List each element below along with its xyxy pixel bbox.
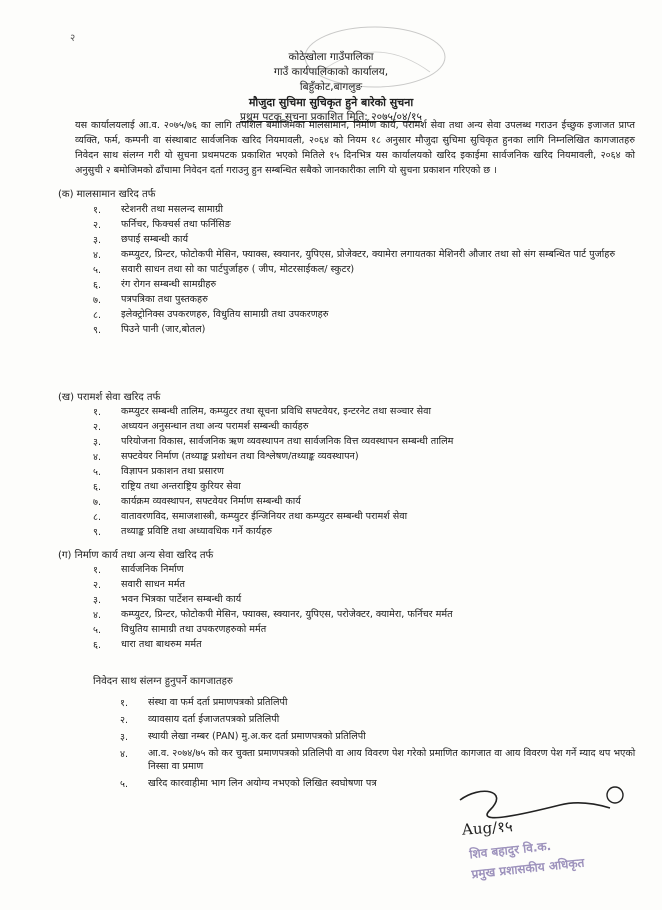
list-item-number: ४.	[93, 610, 102, 621]
list-item-number: ८.	[93, 512, 102, 523]
list-item-text: वातावरणविद, समाजशास्त्री, कम्प्युटर ईन्जिनियर तथा कम्प्युटर सम्बन्धी परामर्श सेवा	[121, 511, 408, 522]
list-item-number: २.	[93, 580, 102, 591]
stamp-name: शिव बहादुर वि.क.	[468, 838, 552, 862]
list-item-number: ६.	[93, 640, 102, 651]
list-item-text: छपाई सम्बन्धी कार्य	[121, 234, 189, 245]
intro-paragraph: यस कार्यालयलाई आ.व. २०७५/७६ का लागि तपशिल बमोजिमका मालसामान, निर्माण कार्य, परामर्श सेवा तथा अन्य सेवा उपलब्ध गराउन ईच्छुक इजाजत प्राप्त व्यक्ति, फर्म, कम्पनी वा संस्थाबाट सार्वजनिक खरिद नियमावली, २०६४ को नियम १८ अनुसार मौजुदा सुचिमा सुचिकृत हुनका लागि निम्नलिखित कागजातहरु निवेदन साथ संलग्न गरी यो सुचना प्रथमपटक प्रकाशित भएको मितिले १५ दिनभित्र यस कार्यालयको खरिद इकाईमा सार्वजनिक खरिद नियमावली, २०६४ को अनुसुची २ बमोजिमको ढाँचामा निवेदन दर्ता गराउनु हुन सम्बन्धित सबैको जानकारीका लागि यो सुचना प्रकाशन गरिएको छ ।	[75, 120, 635, 176]
list-item-text: आ.व. २०७४/७५ को कर चुक्ता प्रमाणपत्रको प्रतिलिपी वा आय विवरण पेश गरेको प्रमाणित कागजात वा आय विवरण पेश गर्ने म्याद थप भएको निस्सा वा प्रमाण	[148, 748, 636, 772]
list-item	[93, 638, 633, 651]
list-item-number: ३.	[120, 732, 129, 743]
list-item-number: ३.	[93, 595, 102, 606]
stamp-designation: प्रमुख प्रशासकीय अधिकृत	[470, 855, 586, 882]
section-ka-list	[93, 203, 633, 338]
list-item-text: इलेक्ट्रोनिक्स उपकरणहरु, विधुतिय सामाग्री तथा उपकरणहरु	[121, 309, 329, 320]
list-item	[93, 263, 633, 276]
section-kha-list	[93, 405, 633, 540]
list-item-number: ५.	[120, 779, 129, 790]
list-item	[93, 525, 633, 538]
list-item	[93, 495, 633, 508]
list-item-number: २.	[120, 715, 129, 726]
list-item-number: ४.	[93, 250, 102, 261]
list-item-number: ५.	[93, 467, 102, 478]
list-item-text: पत्रपत्रिका तथा पुस्तकहरु	[121, 294, 208, 305]
list-item-number: ९.	[93, 325, 102, 336]
list-item-number: ६.	[93, 280, 102, 291]
list-item-number: १.	[120, 698, 129, 709]
list-item	[93, 578, 633, 591]
list-item	[93, 465, 633, 478]
list-item-text: धारा तथा बाथरुम मर्मत	[121, 639, 202, 650]
office-address: बिहुँकोट,बागलुङ	[299, 81, 363, 93]
list-item-text: स्टेशनरी तथा मसलन्द सामाग्री	[121, 204, 223, 215]
list-item-number: ६.	[93, 482, 102, 493]
office-name: गाउँ कार्यपालिकाको कार्यालय,	[273, 66, 389, 78]
list-item-number: १.	[93, 407, 102, 418]
section-ka-title: (क) मालसामान खरिद तर्फ	[58, 189, 156, 200]
list-item-text: संस्था वा फर्म दर्ता प्रमाणपत्रको प्रतिलिपी	[148, 697, 288, 708]
list-item-text: विज्ञापन प्रकाशन तथा प्रसारण	[121, 466, 224, 477]
list-item	[93, 323, 633, 336]
list-item	[93, 218, 633, 231]
list-item-text: तथ्याङ्क प्रविष्टि तथा अध्यावधिक गर्ने कार्यहरु	[121, 526, 273, 537]
section-ga-title: (ग) निर्माण कार्य तथा अन्य सेवा खरिद तर्फ	[58, 550, 214, 561]
list-item-text: सफ्टवेयर निर्माण (तथ्याङ्क प्रशोधन तथा विश्लेषण/तथ्याङ्क व्यवस्थापन)	[121, 451, 359, 462]
list-item	[93, 435, 633, 448]
list-item-text: कम्प्युटर सम्बन्धी तालिम, कम्प्युटर तथा सूचना प्रविधि सफ्टवेयर, इन्टरनेट तथा सञ्चार सेवा	[121, 406, 431, 417]
list-item	[93, 405, 633, 418]
list-item	[93, 278, 633, 291]
documents-title: निवेदन साथ संलग्न हुनुपर्ने कागजातहरु	[93, 676, 233, 687]
list-item	[93, 608, 633, 621]
list-item	[120, 747, 640, 773]
list-item	[93, 293, 633, 306]
publish-date: प्रथम पटक सुचना प्रकाशित मिति: २०७५/०४/१५	[240, 111, 422, 123]
list-item-number: ९.	[93, 527, 102, 538]
notice-title: मौजुदा सुचिमा सुचिकृत हुने बारेको सुचना	[248, 96, 414, 109]
list-item	[93, 510, 633, 523]
list-item	[93, 593, 633, 606]
list-item-text: रंग रोगन सम्बन्धी सामग्रीहरु	[121, 279, 217, 290]
municipality-name: कोठेखोला गाउँपालिका	[288, 51, 374, 63]
list-item-number: ७.	[93, 497, 102, 508]
list-item	[93, 233, 633, 246]
list-item	[93, 248, 633, 261]
list-item-number: २.	[93, 422, 102, 433]
list-item	[93, 623, 633, 636]
list-item-number: ३.	[93, 437, 102, 448]
signature-date: Aug/१५	[461, 817, 514, 839]
list-item-text: सवारी साधन मर्मत	[121, 579, 185, 590]
list-item-text: खरिद कारवाहीमा भाग लिन अयोग्य नभएको लिखित स्वघोषणा पत्र	[148, 778, 377, 789]
list-item-text: सवारी साधन तथा सो का पार्टपुर्जाहरु ( जीप, मोटरसाईकल/ स्कुटर)	[121, 264, 355, 275]
list-item-number: ४.	[93, 452, 102, 463]
list-item-text: राष्ट्रिय तथा अन्तराष्ट्रिय कुरियर सेवा	[121, 481, 241, 492]
list-item-number: १.	[93, 205, 102, 216]
list-item-text: कार्यक्रम व्यवस्थापन, सफ्टवेयर निर्माण सम्बन्धी कार्य	[121, 496, 301, 507]
list-item	[93, 480, 633, 493]
list-item	[93, 308, 633, 321]
list-item-text: व्यावसाय दर्ता ईजाजतपत्रको प्रतिलिपी	[148, 714, 280, 725]
list-item-text: फर्निचर, फिक्चर्स तथा फर्निसिङ	[121, 219, 231, 230]
list-item-text: स्थायी लेखा नम्बर (PAN) मु.अ.कर दर्ता प्रमाणपत्रको प्रतिलिपी	[148, 731, 366, 742]
list-item-text: विधुतिय सामाग्री तथा उपकरणहरुको मर्मत	[121, 624, 267, 635]
list-item-number: ८.	[93, 310, 102, 321]
list-item-text: अध्ययन अनुसन्धान तथा अन्य परामर्श सम्बन्धी कार्यहरु	[121, 421, 309, 432]
list-item-text: सार्वजनिक निर्माण	[121, 564, 184, 575]
list-item	[93, 203, 633, 216]
list-item-number: १.	[93, 565, 102, 576]
list-item-text: परियोजना विकास, सार्वजनिक ऋण व्यवस्थापन तथा सार्वजनिक वित्त व्यवस्थापन सम्बन्धी तालिम	[121, 436, 454, 447]
list-item-text: कम्प्युटर, प्रिन्टर, फोटोकपी मेसिन, फ्याक्स, स्क्यानर, युपिएस, प्रोजेक्टर, क्यामेरा लगायतका मेशिनरी औजार तथा सो संग सम्बन्धित पार्ट पुर्जाहरु	[121, 249, 616, 260]
list-item-number: ४.	[120, 749, 129, 760]
letterhead	[0, 50, 662, 125]
list-item	[93, 420, 633, 433]
list-item-number: ३.	[93, 235, 102, 246]
section-ga-list	[93, 563, 633, 653]
corner-mark: २	[70, 33, 76, 44]
list-item-text: भवन भित्रका पार्टेशन सम्बन्धी कार्य	[121, 594, 242, 605]
section-kha-title: (ख) परामर्श सेवा खरिद तर्फ	[58, 392, 161, 403]
list-item	[120, 713, 640, 726]
list-item-number: ५.	[93, 265, 102, 276]
list-item	[93, 563, 633, 576]
list-item-number: ७.	[93, 295, 102, 306]
list-item	[93, 450, 633, 463]
list-item-text: कम्प्युटर, प्रिन्टर, फोटोकपी मेसिन, फ्याक्स, स्क्यानर, युपिएस, परोजेक्टर, क्यामेरा, फर्निचर मर्मत	[121, 609, 453, 620]
list-item	[120, 696, 640, 709]
list-item-text: पिउने पानी (जार,बोतल)	[121, 324, 206, 335]
list-item-number: ५.	[93, 625, 102, 636]
list-item-number: २.	[93, 220, 102, 231]
list-item	[120, 730, 640, 743]
